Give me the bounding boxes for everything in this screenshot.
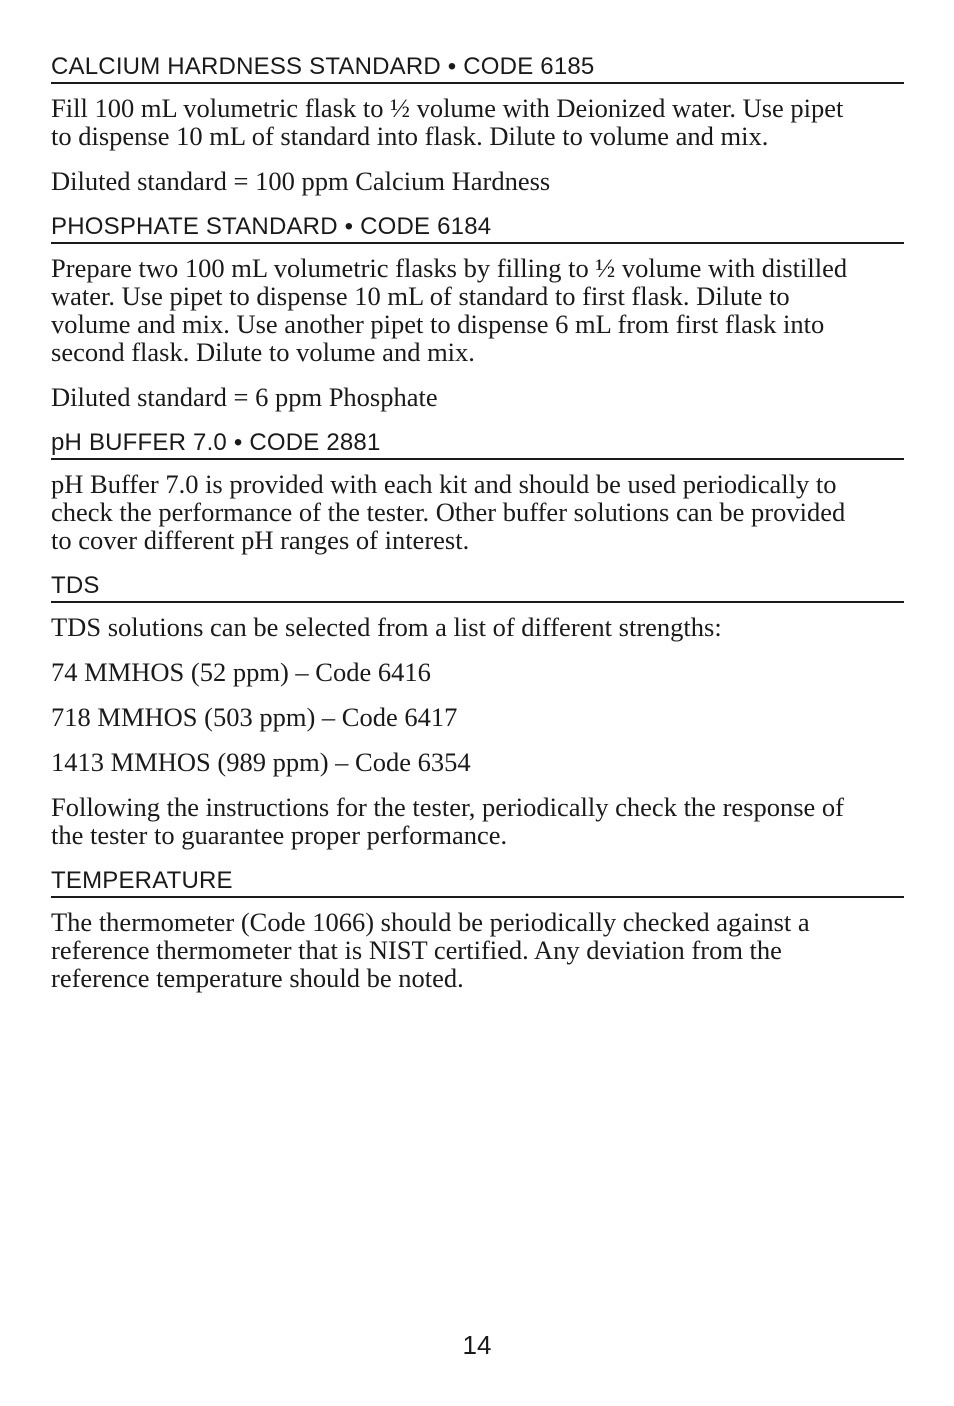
section-ph-buffer: [51, 428, 904, 554]
section-calcium-hardness: [51, 52, 904, 195]
section-tds: [51, 571, 904, 849]
page-number: 14: [462, 1330, 492, 1360]
section-heading: PHOSPHATE STANDARD • CODE 6184: [51, 212, 904, 244]
paragraph: TDS solutions can be selected from a list of different strengths:: [51, 612, 722, 642]
paragraph: Diluted standard = 100 ppm Calcium Hardness: [51, 166, 551, 196]
document-page: [51, 52, 904, 1009]
section-heading: TDS: [51, 571, 904, 603]
section-temperature: [51, 866, 904, 992]
section-heading: TEMPERATURE: [51, 866, 904, 898]
paragraph: Diluted standard = 6 ppm Phosphate: [51, 382, 438, 412]
paragraph: pH Buffer 7.0 is provided with each kit and should be used periodically to check the performance of the tester. Other buffer solutions can be provided to cover different pH ranges of interest.: [51, 469, 846, 555]
paragraph: Prepare two 100 mL volumetric flasks by filling to ½ volume with distilled water. Use pipet to dispense 10 mL of standard to first flask. Dilute to volume and mix. Use another pipet to dispense 6 mL from first flask into second flask. Dilute to volume and mix.: [51, 253, 848, 367]
list-item: 1413 MMHOS (989 ppm) – Code 6354: [51, 747, 471, 777]
paragraph: The thermometer (Code 1066) should be periodically checked against a reference thermometer that is NIST certified. Any deviation from the reference temperature should be noted.: [51, 907, 810, 993]
paragraph: Fill 100 mL volumetric flask to ½ volume with Deionized water. Use pipet to dispense 10 mL of standard into flask. Dilute to volume and mix.: [51, 93, 844, 151]
paragraph: Following the instructions for the tester, periodically check the response of the tester to guarantee proper performance.: [51, 792, 844, 850]
list-item: 718 MMHOS (503 ppm) – Code 6417: [51, 702, 458, 732]
section-phosphate: [51, 212, 904, 411]
section-heading: pH BUFFER 7.0 • CODE 2881: [51, 428, 904, 460]
list-item: 74 MMHOS (52 ppm) – Code 6416: [51, 657, 431, 687]
section-heading: CALCIUM HARDNESS STANDARD • CODE 6185: [51, 52, 904, 84]
